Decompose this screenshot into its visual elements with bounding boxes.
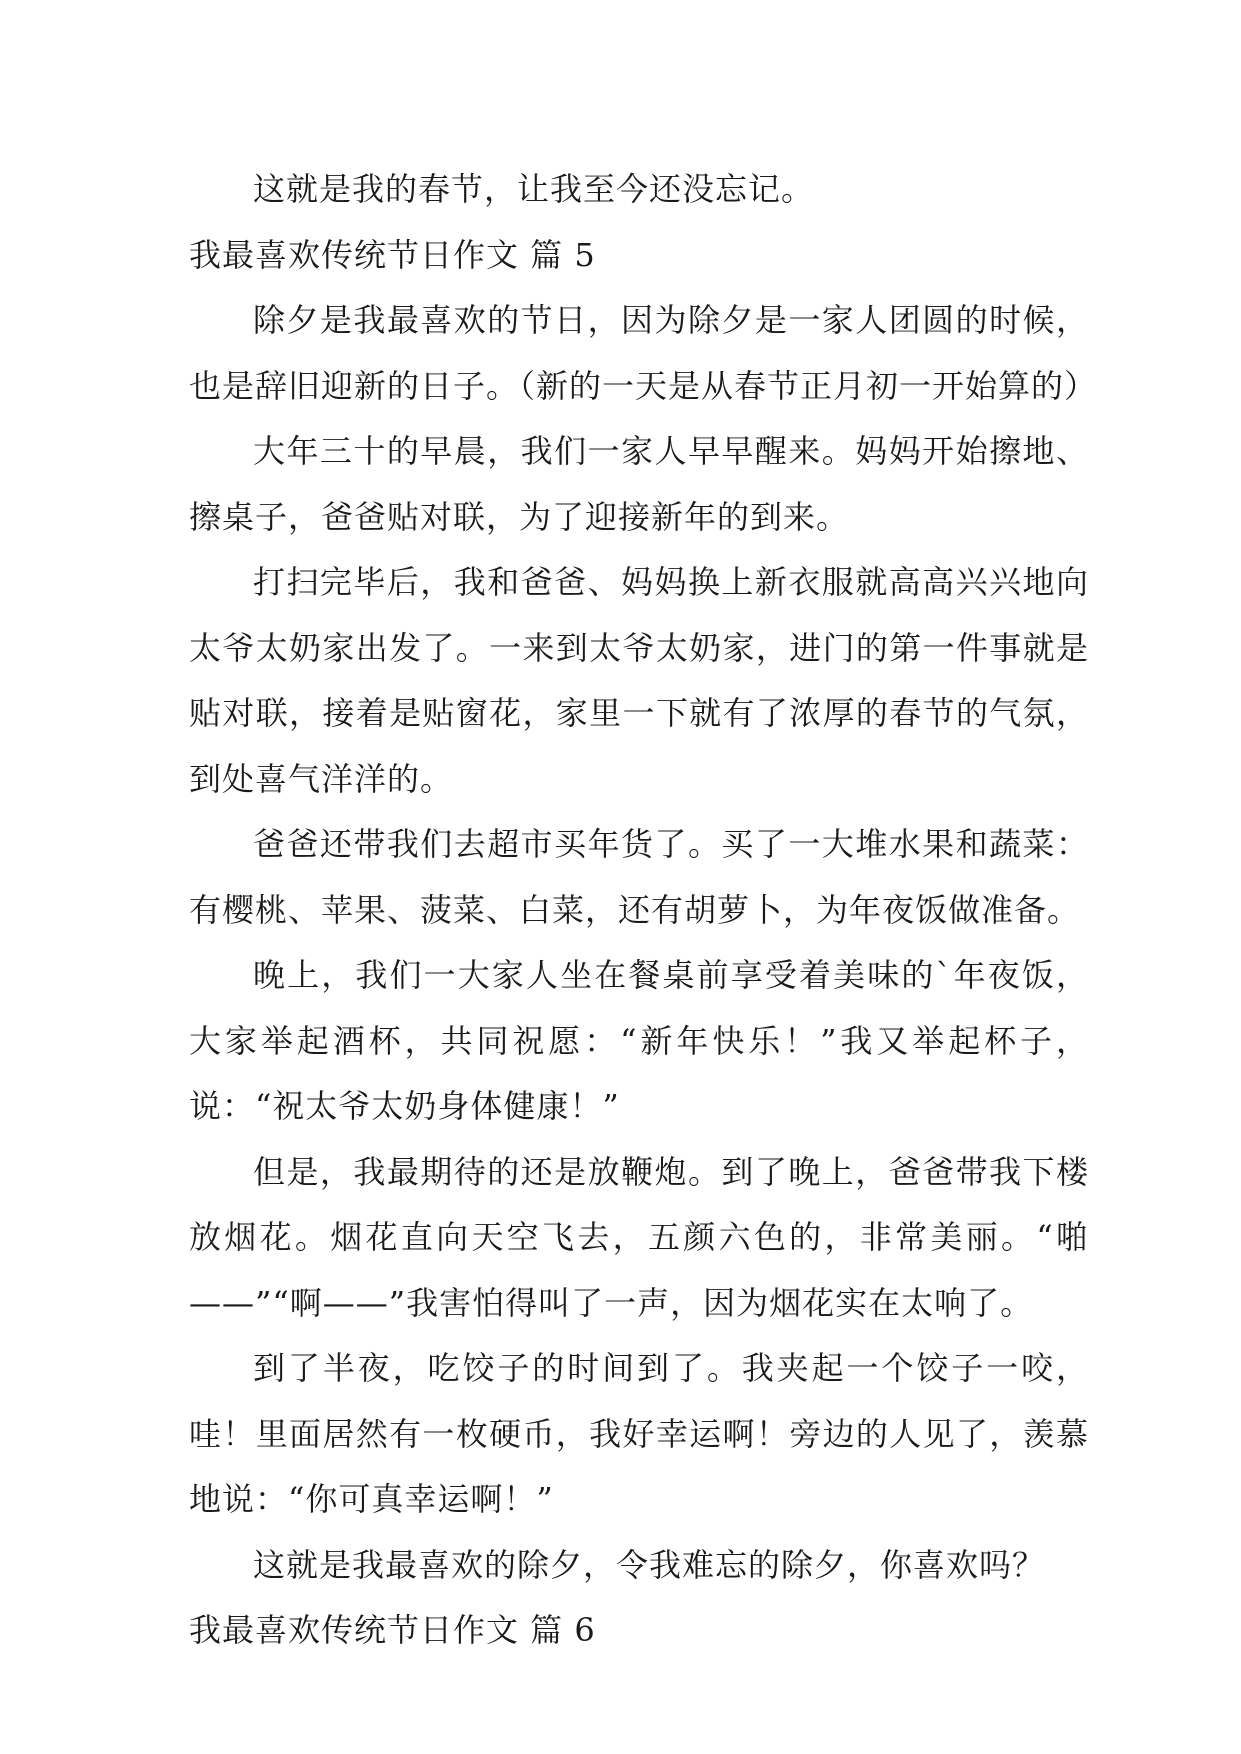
paragraph-7: 到了半夜，吃饺子的时间到了。我夹起一个饺子一咬，哇！里面居然有一枚硬币，我好幸运啊！旁边的人见了，羡慕地说：“你可真幸运啊！” — [189, 1349, 1089, 1518]
paragraph-4: 爸爸还带我们去超市买年货了。买了一大堆水果和蔬菜：有樱桃、苹果、菠菜、白菜，还有胡萝卜，为年夜饭做准备。 — [189, 825, 1089, 929]
paragraph-closing-previous: 这就是我的春节，让我至今还没忘记。 — [253, 170, 815, 208]
essay-heading-6: 我最喜欢传统节日作文 篇 6 — [189, 1611, 596, 1649]
paragraph-6: 但是，我最期待的还是放鞭炮。到了晚上，爸爸带我下楼放烟花。烟花直向天空飞去，五颜六色的，非常美丽。“啪——”“啊——”我害怕得叫了一声，因为烟花实在太响了。 — [189, 1152, 1089, 1322]
paragraph-2: 大年三十的早晨，我们一家人早早醒来。妈妈开始擦地、擦桌子，爸爸贴对联，为了迎接新年的到来。 — [189, 432, 1089, 536]
essay-heading-5: 我最喜欢传统节日作文 篇 5 — [189, 235, 596, 274]
paragraph-8: 这就是我最喜欢的除夕，令我难忘的除夕，你喜欢吗？ — [253, 1545, 1046, 1584]
paragraph-1: 除夕是我最喜欢的节日，因为除夕是一家人团圆的时候，也是辞旧迎新的日子。（新的一天是从春节正月初一开始算的） — [189, 301, 1098, 405]
paragraph-3: 打扫完毕后，我和爸爸、妈妈换上新衣服就高高兴兴地向太爷太奶家出发了。一来到太爷太奶家，进门的第一件事就是贴对联，接着是贴窗花，家里一下就有了浓厚的春节的气氛，到处喜气洋洋的。 — [189, 563, 1089, 798]
document-body — [189, 157, 1098, 1664]
paragraph-5: 晚上，我们一大家人坐在餐桌前享受着美味的`年夜饭，大家举起酒杯，共同祝愿：“新年快乐！”我又举起杯子，说：“祝太爷太奶身体健康！” — [189, 956, 1089, 1125]
